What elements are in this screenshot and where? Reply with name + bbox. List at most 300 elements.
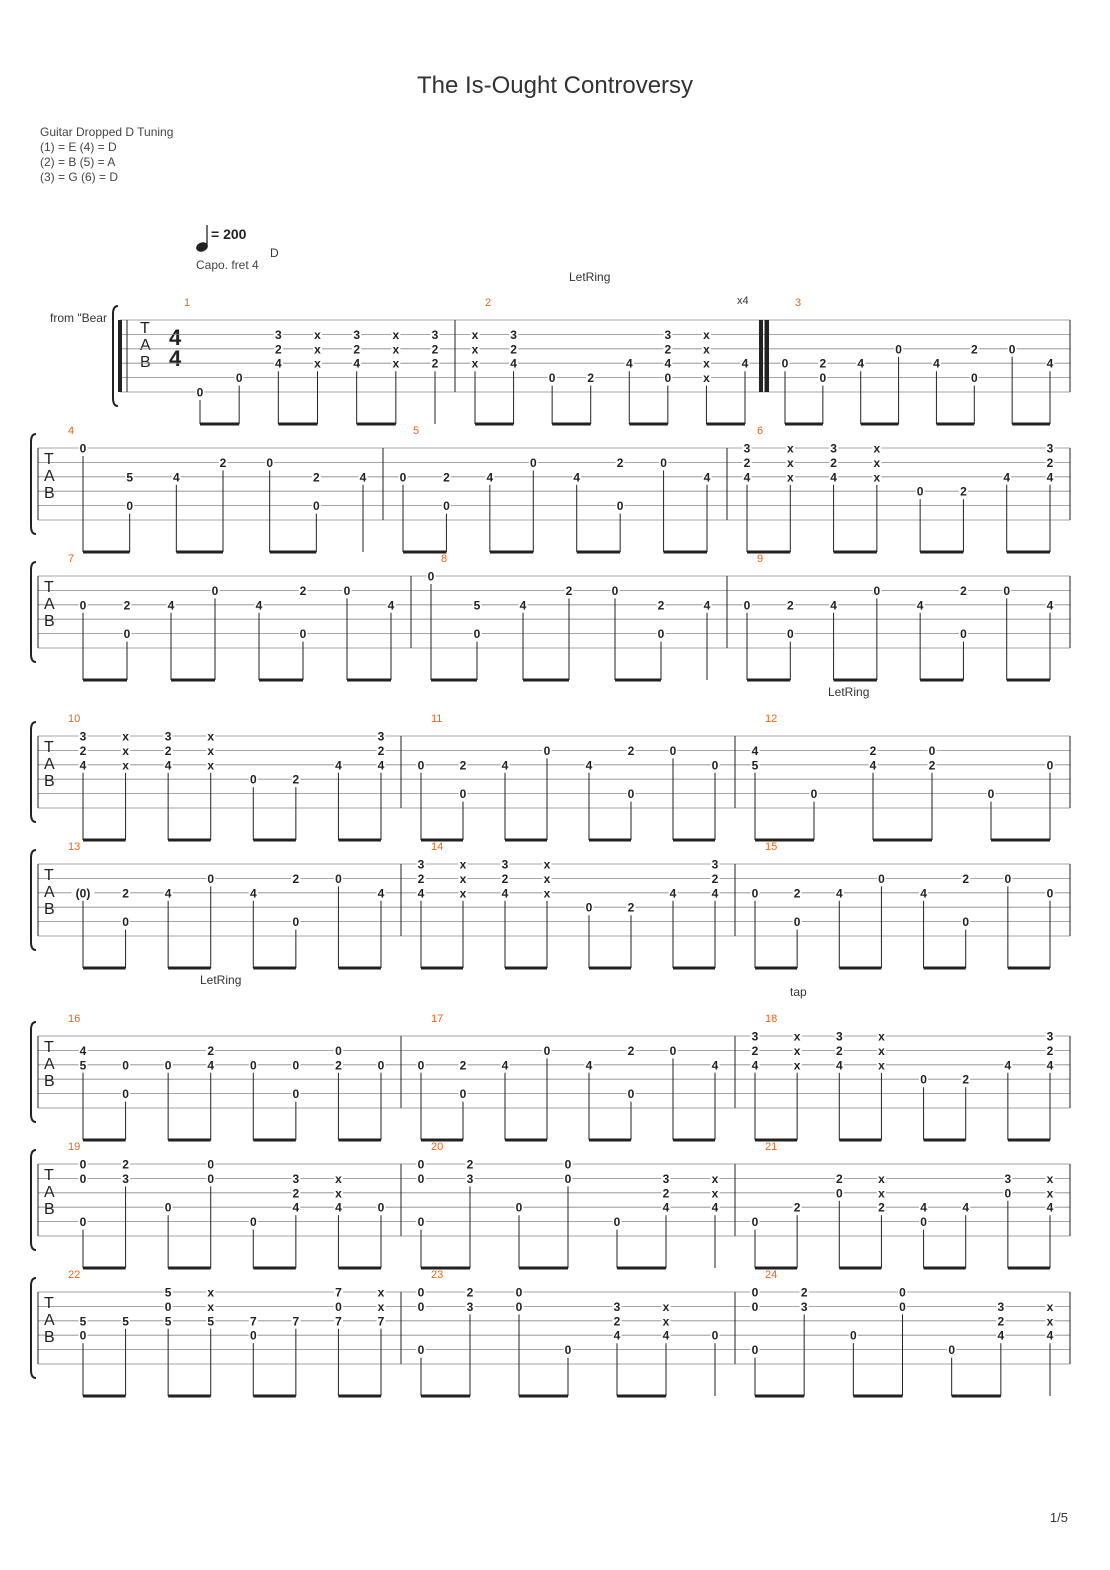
let-ring-label: LetRing [200, 973, 242, 987]
fret-number: 3 [466, 1299, 474, 1314]
fret-number: 4 [1046, 470, 1054, 485]
fret-number: 0 [751, 1299, 759, 1314]
fret-number: 4 [377, 758, 385, 773]
fret-number: 3 [1004, 1171, 1012, 1186]
measure [184, 297, 440, 424]
tuning-strings-3: (3) = G (6) = D [40, 170, 119, 184]
fret-number: 4 [359, 470, 367, 485]
fret-number: 0 [873, 583, 881, 598]
fret-number: 2 [800, 1285, 808, 1300]
fret-number: 0 [920, 1215, 927, 1230]
tab-clef-letter: A [44, 884, 55, 901]
fret-number: 4 [830, 470, 837, 485]
fret-number: 0 [207, 871, 215, 886]
fret-number: 4 [933, 356, 940, 371]
tab-clef-letter: B [44, 1073, 55, 1090]
fret-number: 4 [743, 470, 751, 485]
fret-number: 2 [743, 455, 751, 470]
system-brace [31, 1022, 36, 1122]
tab-system [31, 1141, 1070, 1268]
fret-number: x [122, 758, 129, 773]
fret-number: 2 [417, 871, 425, 886]
fret-number: 2 [960, 484, 967, 499]
measure [417, 713, 720, 840]
tempo-marking [195, 225, 279, 272]
fret-number: 0 [627, 1087, 635, 1102]
fret-number: x [207, 1299, 215, 1314]
fret-number: 0 [543, 1043, 551, 1058]
fret-number: x [662, 1314, 670, 1329]
fret-number: 4 [249, 886, 257, 901]
fret-number: x [314, 327, 321, 342]
chord-name: D [270, 246, 279, 260]
fret-number: 4 [711, 886, 719, 901]
fret-number: 2 [662, 1186, 670, 1201]
fret-number: 0 [711, 758, 719, 773]
fret-number: 0 [1004, 871, 1012, 886]
fret-number: 4 [1046, 1200, 1054, 1215]
measure [417, 841, 720, 968]
fret-number: 2 [786, 598, 794, 613]
measure [68, 553, 396, 680]
system-brace [31, 1150, 36, 1250]
fret-number: x [703, 327, 710, 342]
fret-number: x [878, 1043, 885, 1058]
fret-number: 0 [299, 627, 307, 642]
tab-clef-letter: T [44, 1167, 54, 1184]
fret-number: 0 [335, 871, 342, 886]
measure-number: 23 [431, 1269, 444, 1281]
fret-number: 4 [1046, 598, 1054, 613]
fret-number: x [314, 356, 321, 371]
fret-number: 0 [377, 1058, 385, 1073]
fret-number: 0 [249, 772, 257, 787]
fret-number: x [703, 356, 710, 371]
fret-number: 0 [79, 1157, 87, 1172]
measure [417, 1141, 720, 1268]
fret-number: x [662, 1299, 670, 1314]
fret-number: 2 [501, 871, 509, 886]
fret-number: 0 [399, 470, 407, 485]
fret-number: 0 [751, 1343, 759, 1358]
fret-number: x [377, 1299, 385, 1314]
fret-number: 0 [793, 915, 801, 930]
fret-number: 4 [79, 758, 87, 773]
fret-number: x [703, 371, 710, 386]
fret-number: 4 [1046, 1328, 1054, 1343]
fret-number: x [471, 342, 479, 357]
fret-number: 5 [79, 1058, 87, 1073]
measure-number: 6 [757, 425, 764, 437]
fret-number: 0 [878, 871, 885, 886]
fret-number: x [1046, 1299, 1054, 1314]
fret-number: 2 [123, 598, 131, 613]
fret-number: 0 [962, 915, 970, 930]
tab-clef-letter: A [44, 1312, 55, 1329]
tap-label: tap [790, 985, 807, 999]
tab-system [31, 713, 1070, 840]
fret-number: x [122, 743, 129, 758]
tab-clef-letter: A [44, 1184, 55, 1201]
fret-number: 0 [669, 1043, 677, 1058]
fret-number: 2 [627, 900, 635, 915]
fret-number: 4 [997, 1328, 1005, 1343]
fret-number: x [314, 342, 321, 357]
fret-number: 2 [299, 583, 307, 598]
fret-number: x [207, 758, 215, 773]
fret-number: 0 [548, 371, 556, 386]
fret-number: 0 [928, 743, 936, 758]
fret-number: 2 [835, 1043, 843, 1058]
fret-number: 0 [427, 569, 435, 584]
system-brace [113, 306, 118, 406]
fret-number: x [793, 1029, 801, 1044]
fret-number: x [873, 470, 881, 485]
system-brace [31, 722, 36, 822]
fret-number: 0 [417, 1343, 425, 1358]
fret-number: 4 [519, 598, 527, 613]
measure-number: 14 [431, 841, 444, 853]
song-title: The Is-Ought Controversy [416, 72, 694, 99]
measure [751, 1013, 1055, 1140]
fret-number: 3 [164, 729, 172, 744]
measure-number: 1 [184, 297, 191, 309]
fret-number: 7 [335, 1314, 342, 1329]
capo-label: Capo. fret 4 [196, 258, 259, 272]
fret-number: 3 [800, 1299, 808, 1314]
fret-number: 2 [431, 342, 439, 357]
fret-number: x [335, 1171, 342, 1186]
measure-number: 16 [68, 1013, 81, 1025]
measure-number: 12 [765, 713, 778, 725]
fret-number: 4 [510, 356, 517, 371]
fret-number: 0 [515, 1299, 523, 1314]
fret-number: x [207, 1285, 215, 1300]
fret-number: x [459, 871, 467, 886]
fret-number: 4 [711, 1058, 719, 1073]
fret-number: 0 [207, 1171, 215, 1186]
fret-number: 0 [79, 1328, 87, 1343]
fret-number: 2 [962, 871, 970, 886]
track-name: from "Bear [50, 311, 107, 325]
fret-number: 0 [79, 441, 87, 456]
measure-number: 9 [757, 553, 764, 565]
fret-number: 0 [164, 1058, 172, 1073]
tab-system [31, 1269, 1070, 1396]
fret-number: 0 [751, 1285, 759, 1300]
fret-number: 5 [751, 758, 759, 773]
fret-number: 0 [616, 499, 624, 514]
fret-number: x [459, 857, 467, 872]
fret-number: 3 [997, 1299, 1005, 1314]
fret-number: 4 [613, 1328, 621, 1343]
tab-clef-letter: T [44, 1295, 54, 1312]
fret-number: 0 [249, 1328, 257, 1343]
measure [781, 297, 1055, 424]
fret-number: 0 [529, 455, 537, 470]
fret-number: 4 [669, 886, 677, 901]
fret-number: 3 [417, 857, 425, 872]
fret-number: 0 [810, 787, 818, 802]
fret-number: 4 [662, 1200, 670, 1215]
fret-number: 3 [377, 729, 385, 744]
fret-number: x [335, 1186, 342, 1201]
fret-number: 4 [857, 356, 865, 371]
fret-number: 0 [899, 1285, 906, 1300]
tab-system [113, 297, 1070, 424]
fret-number: x [392, 327, 400, 342]
tab-clef-letter: A [44, 756, 55, 773]
fret-number: 0 [743, 598, 751, 613]
measure [751, 1141, 1055, 1268]
fret-number: 4 [962, 1200, 970, 1215]
fret-number: 4 [703, 598, 711, 613]
fret-number: 3 [466, 1171, 474, 1186]
fret-number: 0 [417, 1157, 425, 1172]
fret-number: 2 [616, 455, 624, 470]
fret-number: 0 [781, 356, 789, 371]
fret-number: 2 [711, 871, 719, 886]
fret-number: 0 [417, 1215, 425, 1230]
measure-number: 13 [68, 841, 81, 853]
measure-number: 17 [431, 1013, 444, 1025]
fret-number: 4 [486, 470, 494, 485]
fret-number: 4 [573, 470, 581, 485]
fret-number: 4 [335, 758, 342, 773]
fret-number: 2 [219, 455, 227, 470]
fret-number: 0 [515, 1200, 523, 1215]
fret-number: 4 [164, 886, 172, 901]
fret-number: 3 [274, 327, 282, 342]
fret-number: x [471, 356, 479, 371]
measure-number: 11 [431, 713, 443, 725]
fret-number: 4 [79, 1043, 87, 1058]
fret-number: 4 [417, 886, 425, 901]
measure [743, 425, 1055, 552]
fret-number: 5 [122, 1314, 129, 1329]
fret-number: 2 [510, 342, 517, 357]
fret-number: 2 [869, 743, 877, 758]
measure-number: 5 [413, 425, 420, 437]
fret-number: 2 [962, 1072, 970, 1087]
fret-number: x [703, 342, 710, 357]
fret-number: 0 [1008, 342, 1016, 357]
fret-number: 0 [335, 1299, 342, 1314]
measure [751, 841, 1055, 968]
fret-number: 5 [126, 470, 134, 485]
fret-number: x [873, 441, 881, 456]
tab-clef-letter: B [44, 613, 55, 630]
fret-number: 0 [611, 583, 619, 598]
fret-number: x [1046, 1171, 1054, 1186]
fret-number: 3 [122, 1171, 129, 1186]
fret-number: 2 [627, 743, 635, 758]
fret-number: x [793, 1058, 801, 1073]
fret-number: 2 [830, 455, 837, 470]
fret-number: 4 [501, 886, 509, 901]
tab-system [31, 841, 1070, 968]
fret-number: 2 [353, 342, 361, 357]
fret-number: 0 [292, 1087, 300, 1102]
fret-number: 2 [443, 470, 450, 485]
fret-number: 0 [948, 1343, 956, 1358]
fret-number: 3 [743, 441, 751, 456]
fret-number: 0 [292, 915, 300, 930]
fret-number: x [207, 729, 215, 744]
fret-number: 4 [501, 1058, 509, 1073]
time-signature-bottom: 4 [169, 346, 182, 371]
fret-number: x [711, 1186, 719, 1201]
fret-number: 3 [510, 327, 517, 342]
fret-number: 0 [164, 1299, 172, 1314]
fret-number: 2 [292, 871, 300, 886]
tab-clef-letter: B [44, 485, 55, 502]
fret-number: 0 [79, 598, 87, 613]
fret-number: 0 [79, 1215, 87, 1230]
fret-number: x [1046, 1186, 1054, 1201]
fret-number: 2 [587, 371, 595, 386]
tab-clef-letter: T [44, 451, 54, 468]
fret-number: x [1046, 1314, 1054, 1329]
fret-number: 4 [662, 1328, 670, 1343]
measure [427, 553, 712, 680]
fret-number: 4 [1003, 470, 1011, 485]
fret-number: 4 [751, 743, 759, 758]
fret-number: 0 [515, 1285, 523, 1300]
fret-number: 4 [920, 886, 927, 901]
fret-number: 2 [459, 1058, 467, 1073]
fret-number: 0 [292, 1058, 300, 1073]
fret-number: 4 [664, 356, 672, 371]
fret-number: x [878, 1186, 885, 1201]
fret-number: 3 [292, 1171, 300, 1186]
tab-clef-t: T [140, 320, 150, 337]
fret-number: x [122, 729, 129, 744]
fret-number: 0 [249, 1215, 257, 1230]
fret-number: 0 [786, 627, 794, 642]
fret-number: 2 [1046, 455, 1054, 470]
fret-number: 2 [960, 583, 967, 598]
fret-number: x [878, 1029, 885, 1044]
fret-number: 2 [613, 1314, 621, 1329]
tab-clef-letter: T [44, 739, 54, 756]
fret-number: 4 [835, 1058, 843, 1073]
let-ring-label: LetRing [828, 685, 870, 699]
measure [68, 713, 386, 840]
fret-number: 2 [335, 1058, 342, 1073]
fret-number: 2 [122, 886, 129, 901]
fret-number: x [873, 455, 881, 470]
fret-number: 4 [207, 1058, 215, 1073]
measure [68, 1013, 386, 1140]
fret-number: 4 [920, 1200, 927, 1215]
measure [417, 1013, 720, 1140]
fret-number: 2 [274, 342, 282, 357]
fret-number: 0 [849, 1328, 857, 1343]
fret-number: 4 [751, 1058, 759, 1073]
fret-number: 3 [830, 441, 837, 456]
fret-number: 5 [79, 1314, 87, 1329]
fret-number: 2 [928, 758, 936, 773]
fret-number: 2 [122, 1157, 129, 1172]
fret-number: 3 [431, 327, 439, 342]
fret-number: 0 [564, 1343, 572, 1358]
fret-number: 2 [207, 1043, 215, 1058]
fret-number: 4 [274, 356, 282, 371]
measure-number: 18 [765, 1013, 778, 1025]
fret-number: 3 [835, 1029, 843, 1044]
fret-number: 0 [1004, 1186, 1012, 1201]
fret-number: 3 [751, 1029, 759, 1044]
fret-number: 4 [335, 1200, 342, 1215]
measure [751, 1269, 1055, 1396]
fret-number: 2 [793, 886, 801, 901]
fret-number: 2 [431, 356, 439, 371]
fret-number: 2 [377, 743, 385, 758]
tab-clef-letter: T [44, 867, 54, 884]
measure [751, 713, 1055, 840]
fret-number: 0 [1046, 758, 1054, 773]
tab-system [31, 1013, 1070, 1140]
fret-number: 0 [960, 627, 967, 642]
fret-number: 0 [79, 1171, 87, 1186]
repeat-count: x4 [737, 295, 749, 307]
fret-number: 0 [122, 1058, 129, 1073]
fret-number: 4 [353, 356, 361, 371]
tab-clef-letter: B [44, 773, 55, 790]
fret-number: (0) [75, 886, 91, 901]
fret-number: 2 [312, 470, 320, 485]
measure-number: 22 [68, 1269, 81, 1281]
fret-number: x [786, 441, 794, 456]
fret-number: 0 [899, 1299, 906, 1314]
fret-number: 0 [417, 758, 425, 773]
fret-number: 2 [466, 1157, 474, 1172]
fret-number: 4 [501, 758, 509, 773]
fret-number: 0 [459, 1087, 467, 1102]
fret-number: 3 [1046, 1029, 1054, 1044]
fret-number: x [878, 1058, 885, 1073]
fret-number: 4 [916, 598, 924, 613]
fret-number: x [377, 1285, 385, 1300]
fret-number: 4 [703, 470, 711, 485]
fret-number: 2 [1046, 1043, 1054, 1058]
measure-number: 15 [765, 841, 778, 853]
measure [471, 297, 750, 424]
fret-number: x [786, 455, 794, 470]
fret-number: 5 [164, 1285, 172, 1300]
fret-number: 7 [249, 1314, 257, 1329]
measure-number: 19 [68, 1141, 81, 1153]
system-brace [31, 1278, 36, 1378]
tab-clef-b: B [140, 354, 151, 371]
fret-number: 0 [657, 627, 665, 642]
fret-number: 2 [819, 356, 827, 371]
fret-number: 2 [793, 1200, 801, 1215]
fret-number: x [878, 1171, 885, 1186]
fret-number: 0 [196, 385, 204, 400]
fret-number: 0 [916, 484, 924, 499]
measure-number: 2 [485, 297, 492, 309]
tuning-instrument: Guitar Dropped D Tuning [40, 125, 174, 139]
fret-number: 0 [987, 787, 995, 802]
fret-number: x [543, 871, 551, 886]
fret-number: 4 [1046, 1058, 1054, 1073]
time-signature-top: 4 [169, 325, 182, 350]
tuning-strings-2: (2) = B (5) = A [40, 155, 116, 169]
measure [743, 553, 1055, 680]
fret-number: 4 [741, 356, 749, 371]
